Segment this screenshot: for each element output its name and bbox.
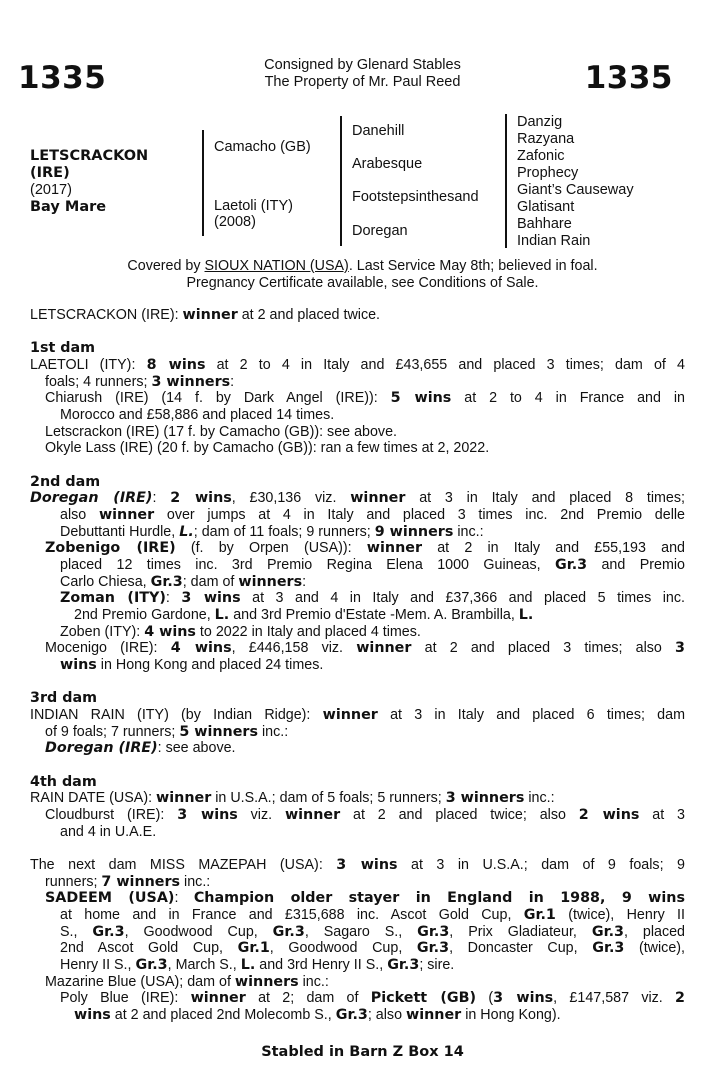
pedigree-grandparent: Footstepsinthesand [352, 189, 479, 205]
text: at home and in France and £315,688 inc. Ascot Gold Cup, [60, 907, 524, 923]
text: and 3rd Premio d'Estate -Mem. A. Brambilla, [229, 607, 519, 623]
text: ; dam of 11 foals; 9 runners; [193, 524, 375, 540]
text: 2nd Premio Gardone, [74, 607, 215, 623]
pedigree-ggp: Danzig [517, 114, 563, 130]
text: 3 winners [151, 374, 231, 390]
pregnancy-note: Pregnancy Certificate available, see Conditions of Sale. [186, 275, 539, 291]
fourth-dam-line [30, 790, 685, 807]
text: Gr.3 [554, 557, 588, 573]
text: , March S., [167, 957, 241, 973]
pedigree-ggp: Giant’s Causeway [517, 182, 634, 198]
second-dam-line [45, 540, 685, 557]
pedigree-bracket-2 [340, 116, 342, 246]
text: foals; 4 runners; [45, 374, 152, 390]
covered-block [0, 258, 725, 292]
text: L. [240, 957, 256, 973]
text: over jumps at 4 in Italy and placed 3 times inc. 2nd Premio delle [154, 507, 686, 523]
lot-number-right: 1335 [584, 60, 673, 96]
first-dam-line [30, 357, 685, 374]
text: , Sagaro S., [304, 924, 418, 940]
text: 3 wins [177, 807, 238, 823]
text: runners; [45, 874, 102, 890]
text: 2 wins [170, 490, 232, 506]
text: winner [366, 540, 423, 556]
second-dam-line [60, 657, 685, 674]
text: inc.: [257, 724, 289, 740]
text: Zobenigo (IRE) [45, 540, 176, 556]
text: L. [179, 524, 194, 540]
text: 5 winners [179, 724, 258, 740]
text: (twice), [624, 940, 686, 956]
text: (f. by Orpen (USA)): [175, 540, 367, 556]
text: Henry II S., [60, 957, 136, 973]
second-dam-line [60, 590, 685, 607]
horse-name: LETSCRACKON [30, 148, 149, 164]
text: Doregan (IRE) [30, 490, 153, 506]
horse-summary [30, 307, 685, 324]
text: Champion older stayer in England in 1988, 9 wins [193, 890, 685, 906]
text: ; dam of [182, 574, 239, 590]
text: at 2 to 4 in France and in [451, 390, 685, 406]
text: 7 winners [101, 874, 181, 890]
text: The next dam MISS MAZEPAH (USA): [30, 857, 337, 873]
text: 9 winners [374, 524, 454, 540]
text: placed 12 times inc. 3rd Premio Regina Elena 1000 Guineas, [60, 557, 555, 573]
pedigree-great-grandparents [517, 114, 634, 250]
text: , Goodwood Cup, [124, 924, 273, 940]
pedigree-sire: Camacho (GB) [214, 139, 311, 155]
text: , Goodwood Cup, [269, 940, 417, 956]
fourth-dam-line: and 4 in U.A.E. [60, 824, 157, 840]
text: wins [74, 1007, 111, 1023]
text: 4 wins [144, 624, 196, 640]
second-dam-line [60, 574, 685, 591]
text: wins [60, 657, 97, 673]
text: Gr.3 [150, 574, 183, 590]
next-dam-line [45, 890, 685, 907]
pedigree-ggp: Zafonic [517, 148, 565, 164]
text: at 3 in Italy and placed 6 times; dam [377, 707, 685, 723]
text: at 3 in Italy and placed 8 times; [405, 490, 685, 506]
text: at 3 [639, 807, 685, 823]
text: at 2 and placed 3 times; also [411, 640, 676, 656]
second-dam-line [30, 490, 685, 507]
next-dam-line [60, 957, 685, 974]
text: 3 [675, 640, 685, 656]
text: at 2; dam of [245, 990, 371, 1006]
text: RAIN DATE (USA): [30, 790, 157, 806]
horse-country: (IRE) [30, 165, 70, 181]
text: winners [234, 974, 299, 990]
text: inc.: [180, 874, 211, 890]
pedigree-ggp: Razyana [517, 131, 575, 147]
text: to 2022 in Italy and placed 4 times. [195, 624, 421, 640]
text: Zoben (ITY): [60, 624, 145, 640]
second-dam-heading: 2nd dam [30, 474, 101, 490]
horse-info [30, 148, 148, 216]
text: Gr.3 [591, 924, 624, 940]
text: at 2 and placed twice. [237, 307, 381, 323]
text: : [165, 590, 182, 606]
text: of 9 foals; 7 runners; [45, 724, 180, 740]
text: 3 wins [181, 590, 241, 606]
second-dam-line [74, 607, 685, 624]
second-dam-line [60, 507, 685, 524]
text: winner [182, 307, 238, 323]
text: Doregan (IRE) [45, 740, 158, 756]
next-dam-line [74, 1007, 685, 1024]
text: Mocenigo (IRE): [45, 640, 171, 656]
second-dam-line [45, 640, 685, 657]
next-dam-line [60, 924, 685, 941]
text: Mazarine Blue (USA); dam of [45, 974, 235, 990]
text: : [152, 490, 171, 506]
text: , Prix Gladiateur, [449, 924, 592, 940]
text: 2nd Ascot Gold Cup, [60, 940, 238, 956]
text: Cloudburst (IRE): [45, 807, 178, 823]
text: Debuttanti Hurdle, [60, 524, 180, 540]
lot-number-left: 1335 [18, 60, 107, 96]
text: 4 wins [170, 640, 232, 656]
text: at 3 and 4 in Italy and £37,366 and placed 5 times inc. [240, 590, 685, 606]
fourth-dam-heading: 4th dam [30, 774, 97, 790]
text: : [230, 374, 235, 390]
text: in Hong Kong and placed 24 times. [96, 657, 324, 673]
text: winner [356, 640, 412, 656]
text: 5 wins [390, 390, 452, 406]
text: winner [98, 507, 155, 523]
text: winner [350, 490, 406, 506]
text: 2 wins [578, 807, 640, 823]
text: Gr.3 [272, 924, 305, 940]
text: inc.: [298, 974, 329, 990]
pedigree-grandparent: Danehill [352, 123, 405, 139]
text: inc.: [524, 790, 555, 806]
text: , £147,587 viz. [553, 990, 676, 1006]
text: : [174, 890, 194, 906]
text: Gr.1 [523, 907, 556, 923]
second-dam-line [60, 624, 685, 641]
next-dam-line [60, 990, 685, 1007]
text: : [302, 574, 307, 590]
text: Pickett (GB) [370, 990, 477, 1006]
first-dam-line [45, 374, 685, 391]
second-dam-line [60, 524, 685, 541]
text: Gr.1 [237, 940, 270, 956]
text: Gr.3 [387, 957, 420, 973]
next-dam-line [45, 974, 685, 991]
text: 3 wins [493, 990, 554, 1006]
next-dam-line [60, 907, 685, 924]
first-dam-line [45, 390, 685, 407]
text: winners [238, 574, 303, 590]
covered-suffix: . Last Service May 8th; believed in foal. [348, 258, 598, 274]
pedigree-ggp: Indian Rain [517, 233, 591, 249]
second-dam-line [60, 557, 685, 574]
text: winner [156, 790, 212, 806]
text: L. [214, 607, 230, 623]
text: Carlo Chiesa, [60, 574, 151, 590]
text: LAETOLI (ITY): [30, 357, 147, 373]
property-line: The Property of Mr. Paul Reed [264, 74, 461, 90]
text: at 3 in U.S.A.; dam of 9 foals; 9 [397, 857, 685, 873]
text: ; sire. [419, 957, 455, 973]
covered-stallion: SIOUX NATION (USA) [204, 258, 349, 274]
text: at 2 to 4 in Italy and £43,655 and placed 3 times; dam of 4 [205, 357, 685, 373]
text: winner [322, 707, 378, 723]
text: winner [284, 807, 341, 823]
text: winner [406, 1007, 462, 1023]
text: SADEEM (USA) [45, 890, 175, 906]
third-dam-heading: 3rd dam [30, 690, 97, 706]
pedigree-bracket-1 [202, 130, 204, 236]
text: , placed [623, 924, 685, 940]
pedigree-ggp: Prophecy [517, 165, 579, 181]
text: at 2 in Italy and £55,193 and [422, 540, 685, 556]
first-dam-line: Morocco and £58,886 and placed 14 times. [60, 407, 335, 423]
text: , £30,136 viz. [231, 490, 351, 506]
pedigree-grandparent: Arabesque [352, 156, 423, 172]
pedigree-dam-year: (2008) [214, 214, 256, 230]
first-dam-line: Okyle Lass (IRE) (20 f. by Camacho (GB)): ran a few times at 2, 2022. [45, 440, 490, 456]
text: L. [518, 607, 534, 623]
text: in U.S.A.; dam of 5 foals; 5 runners; [211, 790, 446, 806]
text: , £446,158 viz. [231, 640, 357, 656]
first-dam-heading: 1st dam [30, 340, 96, 356]
next-dam-line [30, 857, 685, 874]
text: Gr.3 [135, 957, 168, 973]
horse-sex: Bay Mare [30, 199, 107, 215]
text: INDIAN RAIN (ITY) (by Indian Ridge): [30, 707, 323, 723]
stabled-location: Stabled in Barn Z Box 14 [261, 1044, 464, 1060]
consignor-line: Consigned by Glenard Stables [264, 57, 461, 73]
text: , Doncaster Cup, [449, 940, 593, 956]
horse-year: (2017) [30, 182, 72, 198]
next-dam-line [60, 940, 685, 957]
next-dam-line [45, 874, 685, 891]
text: also [60, 507, 99, 523]
text: at 2 and placed 2nd Molecomb S., [110, 1007, 336, 1023]
text: Gr.3 [417, 924, 450, 940]
text: Gr.3 [335, 1007, 368, 1023]
text: Poly Blue (IRE): [60, 990, 191, 1006]
fourth-dam-line [45, 807, 685, 824]
third-dam-line [45, 740, 685, 757]
text: 3 winners [445, 790, 525, 806]
text: at 2 and placed twice; also [340, 807, 579, 823]
text: and Premio [587, 557, 685, 573]
covered-prefix: Covered by [127, 258, 205, 274]
text: viz. [237, 807, 285, 823]
text: 8 wins [146, 357, 206, 373]
text: inc.: [453, 524, 484, 540]
pedigree-dam: Laetoli (ITY) [214, 198, 293, 214]
text: ; also [367, 1007, 407, 1023]
text: and 3rd Henry II S., [255, 957, 388, 973]
pedigree-ggp: Glatisant [517, 199, 575, 215]
text: ( [476, 990, 494, 1006]
text: LETSCRACKON (IRE): [30, 307, 183, 323]
text: winner [190, 990, 246, 1006]
text: Zoman (ITY) [60, 590, 166, 606]
third-dam-line [30, 707, 685, 724]
pedigree-grandparent: Doregan [352, 223, 408, 239]
text: Gr.3 [416, 940, 450, 956]
first-dam-line: Letscrackon (IRE) (17 f. by Camacho (GB)): see above. [45, 424, 397, 440]
text: : see above. [157, 740, 236, 756]
text: (twice), Henry II [555, 907, 685, 923]
pedigree-bracket-3 [505, 114, 507, 248]
text: Chiarush (IRE) (14 f. by Dark Angel (IRE)): [45, 390, 391, 406]
text: Gr.3 [592, 940, 625, 956]
text: 3 wins [336, 857, 398, 873]
text: S., [60, 924, 93, 940]
text: Gr.3 [92, 924, 125, 940]
text: 2 [675, 990, 685, 1006]
text: in Hong Kong). [461, 1007, 561, 1023]
pedigree-ggp: Bahhare [517, 216, 572, 232]
third-dam-line [45, 724, 685, 741]
